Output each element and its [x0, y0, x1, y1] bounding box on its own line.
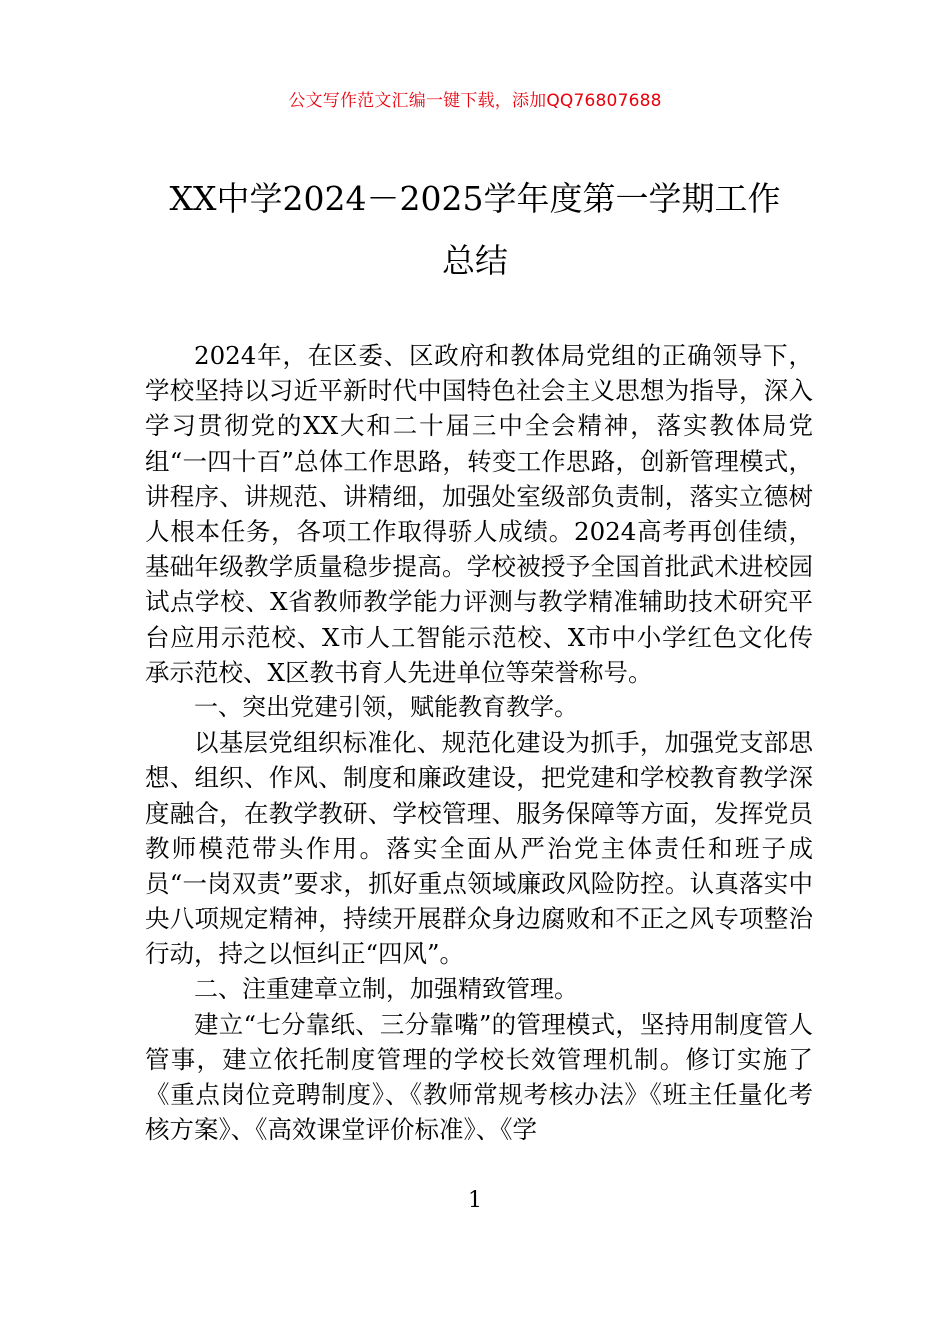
section-heading-1: 一、突出党建引领，赋能教育教学。 [194, 693, 578, 722]
paragraph-intro: 2024年，在区委、区政府和教体局党组的正确领导下，学校坚持以习近平新时代中国特色社会主义思想为指导，深入学习贯彻党的XX大和二十届三中全会精神，落实教体局党组“一四十百”总体工作思路，转变工作思路，创新管理模式，讲程序、讲规范、讲精细，加强处室级部负责制，落实立德树人根本任务，各项工作取得骄人成绩。2024高考再创佳绩，基础年级教学质量稳步提高。学校被授予全国首批武术进校园试点学校、X省教师教学能力评测与教学精准辅助技术研究平台应用示范校、X市人工智能示范校、X市中小学红色文化传承示范校、X区教书育人先进单位等荣誉称号。 [145, 341, 813, 687]
download-banner[interactable]: 公文写作范文汇编一键下载，添加QQ76807688 [288, 91, 662, 111]
title-line-2: 总结 [442, 241, 508, 280]
document-title [90, 168, 860, 292]
section-heading-2: 二、注重建章立制，加强精致管理。 [194, 974, 578, 1003]
paragraph-section-2: 建立“七分靠纸、三分靠嘴”的管理模式，坚持用制度管人管事，建立依托制度管理的学校长效管理机制。修订实施了《重点岗位竞聘制度》、《教师常规考核办法》《班主任量化考核方案》、《高效课堂评价标准》、《学 [145, 1009, 813, 1145]
page-number: 1 [468, 1188, 482, 1213]
paragraph-section-1: 以基层党组织标准化、规范化建设为抓手，加强党支部思想、组织、作风、制度和廉政建设，把党建和学校教育教学深度融合，在教学教研、学校管理、服务保障等方面，发挥党员教师模范带头作用。落实全面从严治党主体责任和班子成员“一岗双责”要求，抓好重点领域廉政风险防控。认真落实中央八项规定精神，持续开展群众身边腐败和不正之风专项整治行动，持之以恒纠正“四风”。 [145, 728, 813, 969]
title-line-1: XX中学2024－2025学年度第一学期工作 [169, 179, 781, 218]
document-body [145, 338, 813, 1148]
